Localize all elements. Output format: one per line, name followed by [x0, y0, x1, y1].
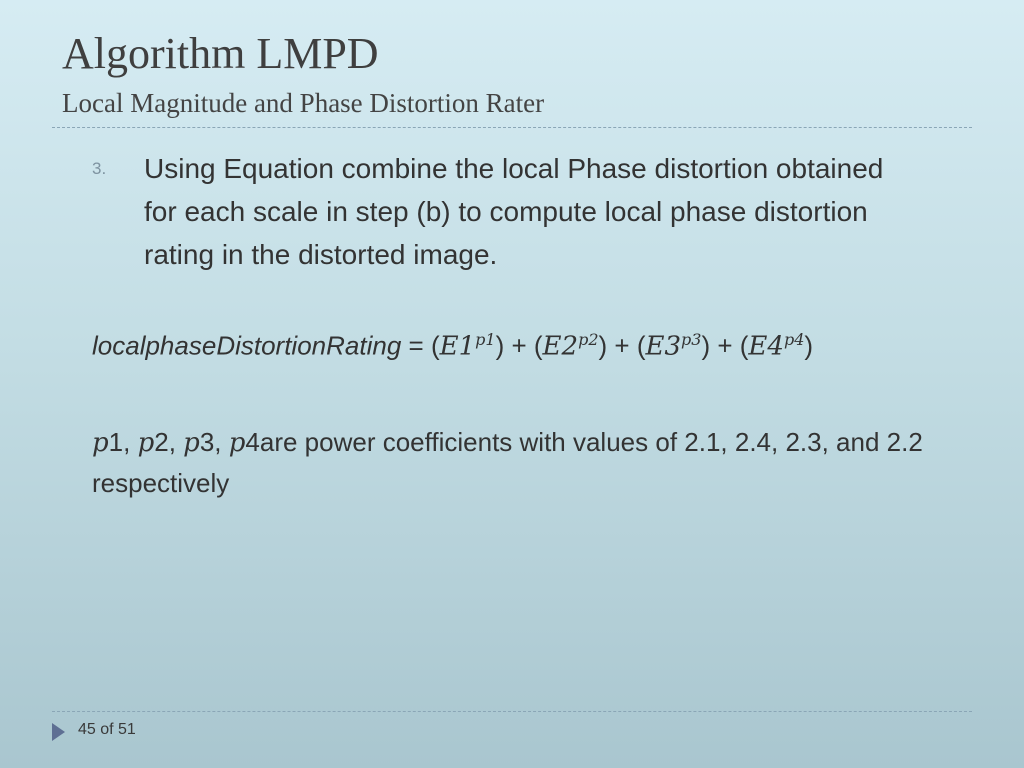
footer-divider — [52, 711, 972, 712]
coefficient-var: p — [137, 428, 155, 458]
equation: localphaseDistortionRating = $(E1^{p1}) + (E2^{p2}) + (E3^{p3}) + (E4^{p4})$ — [92, 330, 814, 362]
equation-term-exponent: p2 — [578, 330, 599, 349]
equation-term-base: E3 — [645, 331, 682, 362]
coefficients-text: p1, p2, p3, p4are power coefficients with values of 2.1, 2.4, 2.3, and 2.2 respectively — [92, 427, 923, 498]
coefficient-var: p — [228, 428, 246, 458]
step-number: 3. — [92, 159, 107, 178]
slide-subtitle: Local Magnitude and Phase Distortion Rater — [62, 88, 545, 118]
step-text: Using Equation combine the local Phase distortion obtained for each scale in step (b) to compute local phase distortion rating in the distorted image. — [144, 153, 884, 270]
page-number: 45 of 51 — [78, 721, 136, 738]
equation-plus: + — [710, 330, 740, 361]
coefficient-var: p — [92, 428, 109, 458]
coefficient-index: 3 — [199, 427, 215, 457]
equation-plus: + — [504, 330, 534, 361]
coefficient-index: 1 — [108, 427, 124, 457]
equation-plus: + — [607, 330, 637, 361]
equation-term-exponent: p3 — [681, 330, 702, 349]
equation-term-exponent: p4 — [783, 330, 805, 349]
coefficient-var: p — [183, 428, 200, 458]
equation-term-exponent: p1 — [475, 330, 496, 349]
equation-lhs: localphaseDistortionRating — [92, 330, 402, 361]
equation-equals: = — [401, 330, 431, 361]
equation-term-base: E1 — [439, 331, 476, 362]
coefficient-index: 4 — [245, 427, 260, 457]
equation-term-base: E2 — [542, 331, 579, 362]
play-triangle-icon[interactable] — [52, 723, 65, 741]
coefficient-index: 2 — [154, 427, 169, 457]
title-divider — [52, 127, 972, 128]
equation-term-base: E4 — [748, 331, 784, 362]
slide-title: Algorithm LMPD — [62, 29, 379, 78]
coefficient-description: are power coefficients with values of 2.1, 2.4, 2.3, and 2.2 respectively — [92, 427, 923, 498]
